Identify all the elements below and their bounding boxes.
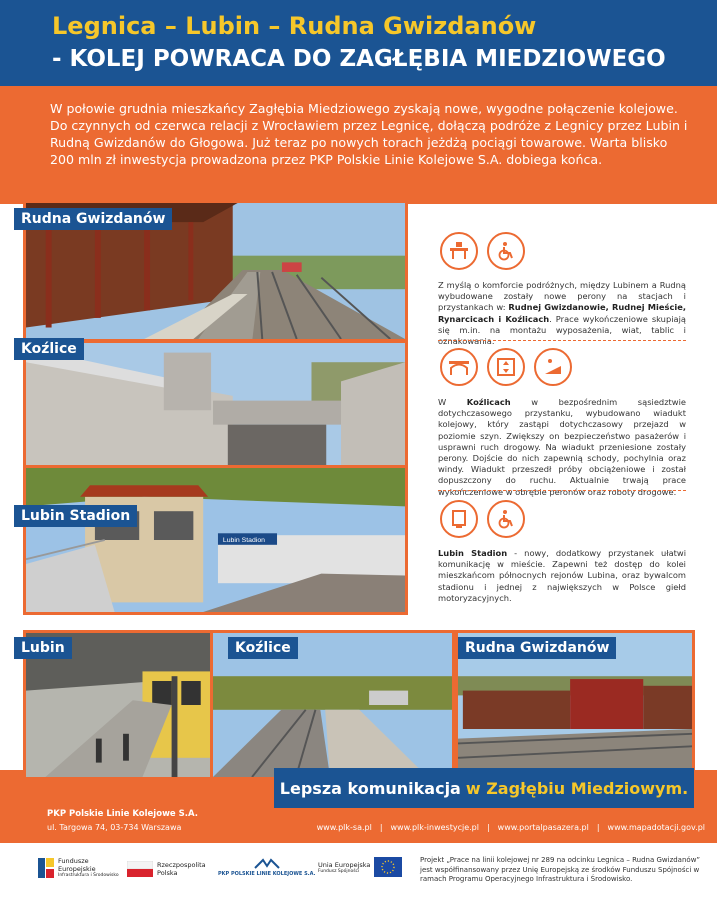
wheelchair-icon xyxy=(487,500,525,538)
station-sign-text: Lubin Stadion xyxy=(222,536,265,544)
footer-links xyxy=(317,823,705,832)
header xyxy=(0,0,717,86)
logo-pkp-plk xyxy=(218,858,315,877)
section-lubin-stadion-name: Lubin Stadion xyxy=(438,548,508,558)
rp-line2: Polska xyxy=(157,869,178,877)
stop-icon xyxy=(440,500,478,538)
title-line2: - KOLEJ POWRACA DO ZAGŁĘBIA MIEDZIOWEGO xyxy=(52,46,666,72)
label-bottom-rudna: Rudna Gwizdanów xyxy=(458,637,616,659)
icons-row-1 xyxy=(440,232,525,270)
logo-fundusze-europejskie xyxy=(38,857,119,878)
section-lubin-stadion-tail: - nowy, dodatkowy przystanek ułatwi komunikację w mieście. Zapewni też dostęp do kolei mieszkańcom północnych rejonów Lubina, oraz bywalcom stadionu i jednej z największych w Polsce giełd motoryzacyjnych. xyxy=(438,548,687,603)
fe-line1: Fundusze xyxy=(58,857,89,865)
title-line1: Legnica – Lubin – Rudna Gwizdanów xyxy=(52,12,537,40)
section-platforms-text xyxy=(438,280,686,347)
pkp-logo-icon xyxy=(253,858,281,870)
elevator-icon xyxy=(487,348,525,386)
company-address: ul. Targowa 74, 03-734 Warszawa xyxy=(47,823,182,832)
photo-lubin-stadion xyxy=(23,465,408,615)
link-plk-sa[interactable]: www.plk-sa.pl xyxy=(316,823,372,832)
slogan-yellow: w Zagłębiu Miedziowym. xyxy=(465,778,689,798)
section-viaduct-tail: w bezpośrednim sąsiedztwie dotychczasowego przystanku, wybudowano wiadukt kolejowy, który zastąpi dotychczasowy przejazd w poziomie szyn. Zwiększy on bezpieczeństwo pasażerów i usprawni ruch drogowy. Na wiadukt przeniesione zostały perony. Dojście do nich zapewnią schody, pochylnia oraz windy. Wiadukt przeszedł próby obciążeniowe i został dopuszczony do ruchu. Aktualnie trwają prace wykończeniowe w obrębie peronów oraz roboty drogowe. xyxy=(438,397,686,497)
section-viaduct-place: Koźlicach xyxy=(466,397,511,407)
fe-line3: Infrastruktura i Środowisko xyxy=(58,873,119,878)
label-rudna: Rudna Gwizdanów xyxy=(14,208,172,230)
link-plk-inwestycje[interactable]: www.plk-inwestycje.pl xyxy=(390,823,479,832)
separator: | xyxy=(379,823,383,832)
link-portal-pasazera[interactable]: www.portalpasazera.pl xyxy=(497,823,589,832)
rp-line1: Rzeczpospolita xyxy=(157,861,206,869)
polish-flag-icon xyxy=(127,861,153,877)
slogan-white: Lepsza komunikacja xyxy=(279,778,461,798)
fe-logo-icon xyxy=(38,858,54,878)
icons-row-3 xyxy=(440,500,525,538)
plk-logo-text: PKP POLSKIE LINIE KOLEJOWE S.A. xyxy=(218,871,316,877)
link-mapa-dotacji[interactable]: www.mapadotacji.gov.pl xyxy=(607,823,705,832)
section-lubin-stadion-text xyxy=(438,548,686,604)
wheelchair-icon xyxy=(487,232,525,270)
section-viaduct-lead: W xyxy=(438,397,447,407)
fe-line2: Europejskie xyxy=(58,865,96,873)
company-name: PKP Polskie Linie Kolejowe S.A. xyxy=(47,809,198,819)
intro-text: W połowie grudnia mieszkańcy Zagłębia Miedziowego zyskają nowe, wygodne połączenie kolejowe. Do czynnych od czerwca relacji z Wrocławiem przez Legnicę, dołączą podróże z Legnicy przez Lubin i Rudną Gwizdanów do Głogowa. Już teraz po nowych torach jeżdżą pociągi towarowe. Warta blisko 200 mln zł inwestycja prowadzona przez PKP Polskie Linie Kolejowe S.A. dobiega końca. xyxy=(50,101,688,167)
viaduct-icon xyxy=(440,348,478,386)
section-platforms-lead: Z myślą o komforcie podróżnych, między Lubinem a Rudną wybudowane zostały nowe perony na stacjach i przystankach w: xyxy=(438,280,686,313)
ue-line2: Fundusz Spójności xyxy=(318,868,360,874)
separator: | xyxy=(596,823,600,832)
section-viaduct-text xyxy=(438,397,686,498)
label-bottom-lubin: Lubin xyxy=(14,637,72,659)
divider-1 xyxy=(438,340,686,341)
section-platforms-tail: . Prace wykończeniowe skupiają się m.in. na montażu wyposażenia, wiat, tablic i oznakowania. xyxy=(438,313,686,347)
divider-2 xyxy=(438,490,686,491)
slogan-banner xyxy=(274,768,694,808)
ue-line1: Unia Europejska xyxy=(318,860,371,869)
label-bottom-kozlice: Koźlice xyxy=(228,637,298,659)
logo-unia-europejska xyxy=(318,857,402,877)
separator: | xyxy=(486,823,490,832)
label-kozlice: Koźlice xyxy=(14,338,84,360)
eu-flag-icon xyxy=(374,857,402,877)
section-platforms-places: Rudnej Gwizdanowie, Rudnej Mieście, Rynarcicach i Koźlicach xyxy=(438,302,686,324)
icons-row-2 xyxy=(440,348,572,386)
project-note: Projekt „Prace na linii kolejowej nr 289 na odcinku Legnica – Rudna Gwizdanów” jest współfinansowany przez Unię Europejską ze środków Funduszu Spójności w ramach Programu Operacyjnego Infrastruktura i Środowisko. xyxy=(420,856,701,883)
ramp-icon xyxy=(534,348,572,386)
label-lubin-stadion: Lubin Stadion xyxy=(14,505,137,527)
platform-icon xyxy=(440,232,478,270)
logo-rzeczpospolita xyxy=(127,861,206,877)
